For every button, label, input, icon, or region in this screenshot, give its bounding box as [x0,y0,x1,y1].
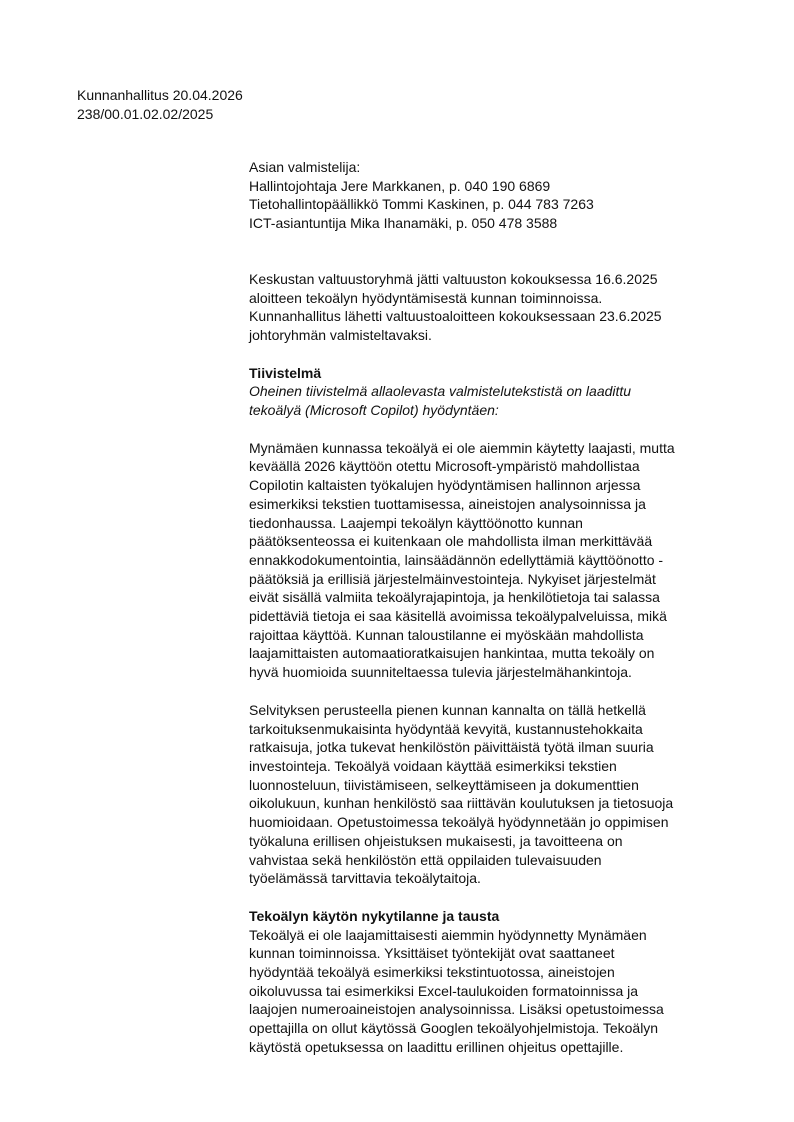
text-line: Keskustan valtuustoryhmä jätti valtuuston kokouksessa 16.6.2025 [249,270,658,287]
document-header [77,86,243,123]
text-line: esimerkiksi tekstien tuottamisessa, aineistojen analysoinnissa ja [249,495,646,512]
text-line: työelämässä tarvittavia tekoälytaitoja. [249,870,481,887]
text-line: hyvä huomioida suunniteltaessa tulevia järjestelmähankintoja. [249,664,632,681]
preparer-line: Tietohallintopäällikkö Tommi Kaskinen, p. 044 783 7263 [249,196,594,213]
text-line: aloitteen tekoälyn hyödyntämisestä kunnan toiminnoissa. [249,289,603,306]
preparers-section [249,158,769,233]
text-line: johtoryhmän valmisteltavaksi. [249,326,432,343]
text-line: rajoittaa käyttöä. Kunnan taloustilanne ei myöskään mahdollista [249,626,644,643]
record-number: 238/00.01.02.02/2025 [77,105,214,122]
text-line: oikoluvussa tai esimerkiksi Excel-taulukoiden formatoinnissa ja [249,982,639,999]
text-line: hyödyntää tekoälyä esimerkiksi tekstintuotossa, aineistojen [249,964,615,981]
preparers-label: Asian valmistelija: [249,159,361,175]
intro-paragraph [249,270,769,345]
summary-heading: Tiivistelmä [249,364,322,381]
text-line: eivät sisällä valmiita tekoälyrajapintoja, ja henkilötietoja tai salassa [249,589,660,606]
text-line: keväällä 2026 käyttöön otettu Microsoft-ympäristö mahdollistaa [249,458,640,475]
text-line: vahvistaa sekä henkilöstön että oppilaiden tulevaisuuden [249,851,602,868]
text-line: Kunnanhallitus lähetti valtuustoaloitteen kokouksessaan 23.6.2025 [249,308,662,325]
summary-paragraph-2 [249,701,769,888]
text-line: oikolukuun, kunhan henkilöstö saa riittävän koulutuksen ja tietosuoja [249,795,674,812]
text-line: laajojen numeroaineistojen analysoinnissa. Lisäksi opetustoimessa [249,1001,664,1018]
summary-note: tekoälyä (Microsoft Copilot) hyödyntäen: [249,402,499,419]
text-line: päätöksenteossa ei kuitenkaan ole mahdollista ilman merkittävää [249,533,653,550]
text-line: päätöksiä ja erillisiä järjestelmäinvestointeja. Nykyiset järjestelmät [249,570,656,587]
text-line: laajamittaisten automaatioratkaisujen hankintaa, mutta tekoäly on [249,645,655,662]
summary-paragraph-1 [249,439,769,682]
text-line: huomioidaan. Opetustoimessa tekoälyä hyödynnetään jo oppimisen [249,814,669,831]
text-line: Copilotin kaltaisten työkalujen hyödyntämisen hallinnon arjessa [249,477,641,494]
current-state-section [249,907,769,1057]
text-line: Selvityksen perusteella pienen kunnan kannalta on tällä hetkellä [249,701,646,718]
text-line: pidettäviä tietoja ei saa käsitellä avoimissa tekoälypalveluissa, mikä [249,608,667,625]
meeting-date-line: Kunnanhallitus 20.04.2026 [77,87,243,103]
text-line: tarkoituksenmukaisinta hyödyntää kevyitä, kustannustehokkaita [249,720,643,737]
text-line: investointeja. Tekoälyä voidaan käyttää esimerkiksi tekstien [249,757,617,774]
text-line: käytöstä opetuksessa on laadittu erillinen ohjeitus opettajille. [249,1038,624,1055]
text-line: Tekoälyä ei ole laajamittaisesti aiemmin hyödynnetty Mynämäen [249,926,647,943]
text-line: luonnosteluun, tiivistämiseen, selkeyttämiseen ja dokumenttien [249,776,639,793]
text-line: opettajilla on ollut käytössä Googlen tekoälyohjelmistoja. Tekoälyn [249,1020,659,1037]
document-body [249,158,769,1057]
text-line: työkaluna erillisen ohjeistuksen mukaisesti, ja tavoitteena on [249,832,623,849]
preparer-line: ICT-asiantuntija Mika Ihanamäki, p. 050 478 3588 [249,215,558,232]
text-line: kunnan toiminnoissa. Yksittäiset työntekijät ovat saattaneet [249,945,615,962]
text-line: tiedonhaussa. Laajempi tekoälyn käyttöönotto kunnan [249,514,583,531]
text-line: Mynämäen kunnassa tekoälyä ei ole aiemmin käytetty laajasti, mutta [249,439,675,456]
text-line: ennakkodokumentointia, lainsäädännön edellyttämiä käyttöönotto - [249,551,664,568]
summary-section [249,364,769,888]
text-line: ratkaisuja, jotka tukevat henkilöstön päivittäistä työtä ilman suuria [249,739,654,756]
current-state-heading: Tekoälyn käytön nykytilanne ja tausta [249,907,500,924]
preparer-line: Hallintojohtaja Jere Markkanen, p. 040 190 6869 [249,177,551,194]
summary-note: Oheinen tiivistelmä allaolevasta valmistelutekstistä on laadittu [249,383,632,400]
